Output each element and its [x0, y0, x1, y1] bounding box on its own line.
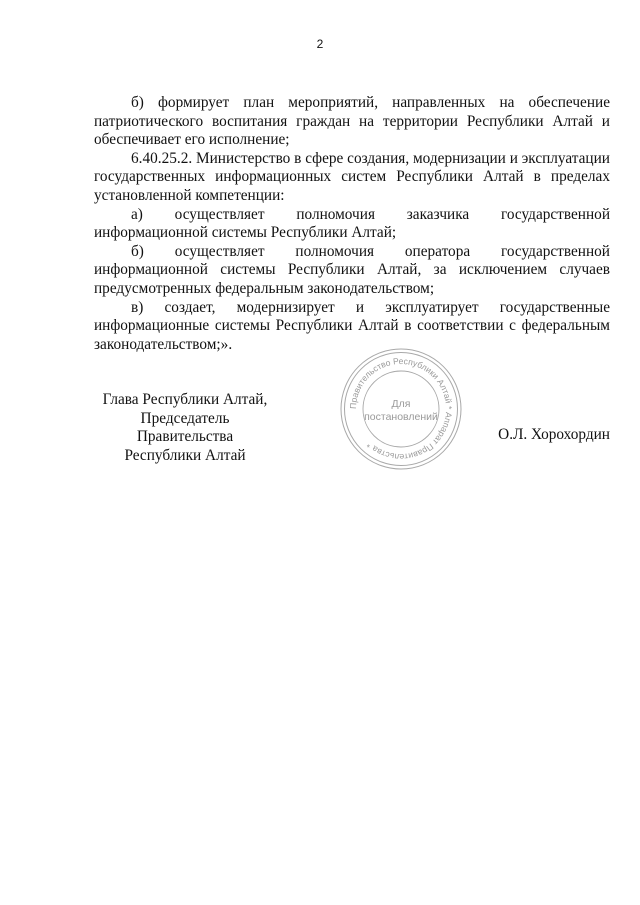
paragraph-2: 6.40.25.2. Министерство в сфере создания, модернизации и эксплуатации государственных информационных систем Республики Алтай в пределах установленной компетенции: — [94, 149, 610, 204]
paragraph-3: а) осуществляет полномочия заказчика государственной информационной системы Республики Алтай; — [94, 205, 610, 242]
signer-name: О.Л. Хорохордин — [498, 426, 610, 443]
paragraph-5: в) создает, модернизирует и эксплуатирует государственные информационные системы Республики Алтай в соответствии с федеральным законодательством;». — [94, 298, 610, 353]
paragraph-4: б) осуществляет полномочия оператора государственной информационной системы Республики Алтай, за исключением случаев предусмотренных федеральным законодательством; — [94, 242, 610, 297]
signature-title-line-3: Республики Алтай — [124, 446, 246, 464]
seal-ring-text: Правительство Республики Алтай * Аппарат Правительства * — [347, 355, 455, 463]
paragraph-1: б) формирует план мероприятий, направленных на обеспечение патриотического воспитания граждан на территории Республики Алтай и обеспечивает его исполнение; — [94, 94, 610, 149]
signature-title-line-1: Глава Республики Алтай, — [102, 391, 268, 408]
seal-center-text — [352, 398, 450, 424]
page-number: 2 — [316, 37, 324, 51]
document-body — [94, 94, 610, 354]
signature-title-line-2: Председатель Правительства — [136, 409, 234, 446]
signature-block — [95, 391, 275, 465]
seal-center-line-1: Для — [391, 398, 411, 410]
seal-center-line-2: постановлений — [364, 411, 438, 423]
